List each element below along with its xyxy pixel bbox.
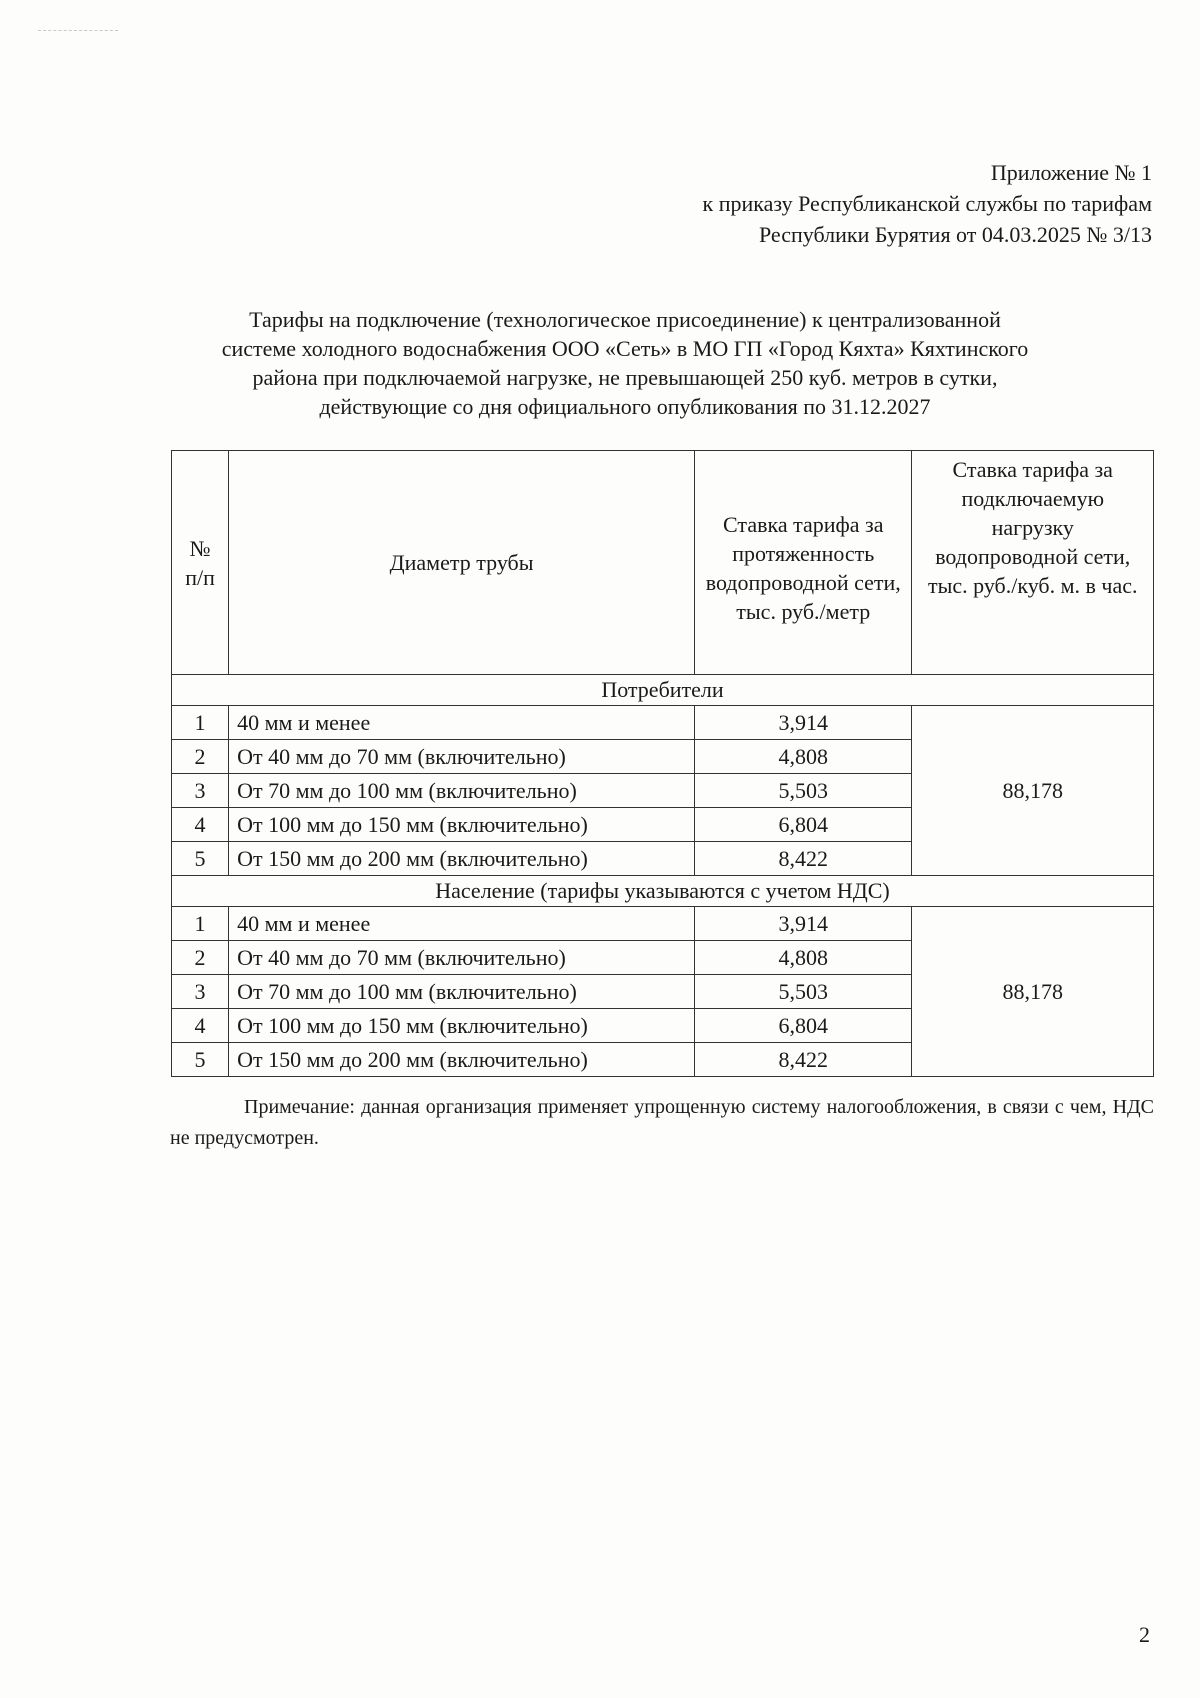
row-diameter: От 150 мм до 200 мм (включительно) bbox=[229, 1043, 695, 1077]
row-diameter: От 150 мм до 200 мм (включительно) bbox=[229, 842, 695, 876]
scan-artifact bbox=[38, 30, 118, 35]
row-diameter: От 100 мм до 150 мм (включительно) bbox=[229, 808, 695, 842]
row-diameter: От 100 мм до 150 мм (включительно) bbox=[229, 1009, 695, 1043]
row-rate-length: 5,503 bbox=[695, 774, 912, 808]
row-diameter: 40 мм и менее bbox=[229, 907, 695, 941]
row-rate-length: 3,914 bbox=[695, 706, 912, 740]
title-line-2: системе холодного водоснабжения ООО «Сеть» в МО ГП «Город Кяхта» Кяхтинского bbox=[221, 336, 1029, 361]
row-num: 2 bbox=[172, 941, 229, 975]
table-row bbox=[172, 907, 1154, 941]
section-row bbox=[172, 675, 1154, 706]
row-num: 4 bbox=[172, 808, 229, 842]
row-diameter: От 40 мм до 70 мм (включительно) bbox=[229, 740, 695, 774]
section-title: Потребители bbox=[172, 675, 1154, 706]
appendix-header bbox=[703, 157, 1152, 250]
row-rate-length: 6,804 bbox=[695, 1009, 912, 1043]
row-num: 3 bbox=[172, 975, 229, 1009]
row-rate-length: 6,804 bbox=[695, 808, 912, 842]
document-title bbox=[170, 305, 1080, 421]
table-body bbox=[172, 675, 1154, 1077]
appendix-line-3: Республики Бурятия от 04.03.2025 № 3/13 bbox=[758, 222, 1152, 247]
appendix-line-2: к приказу Республиканской службы по тарифам bbox=[702, 191, 1152, 216]
row-diameter: От 70 мм до 100 мм (включительно) bbox=[229, 975, 695, 1009]
page-number: 2 bbox=[1139, 1622, 1150, 1647]
row-rate-length: 3,914 bbox=[695, 907, 912, 941]
row-rate-length: 8,422 bbox=[695, 842, 912, 876]
row-rate-length: 8,422 bbox=[695, 1043, 912, 1077]
header-diameter: Диаметр трубы bbox=[229, 451, 695, 675]
section-row bbox=[172, 876, 1154, 907]
header-num: № п/п bbox=[172, 451, 229, 675]
note-text: Примечание: данная организация применяет упрощенную систему налогообложения, в связи с чем, НДС не предусмотрен. bbox=[170, 1096, 1154, 1149]
tariff-table bbox=[171, 450, 1154, 1077]
row-rate-load: 88,178 bbox=[912, 706, 1154, 876]
row-num: 1 bbox=[172, 907, 229, 941]
row-rate-load: 88,178 bbox=[912, 907, 1154, 1077]
title-line-1: Тарифы на подключение (технологическое присоединение) к централизованной bbox=[249, 307, 1001, 332]
row-diameter: От 70 мм до 100 мм (включительно) bbox=[229, 774, 695, 808]
header-rate-length: Ставка тарифа за протяженность водопроводной сети, тыс. руб./метр bbox=[695, 451, 912, 675]
row-num: 5 bbox=[172, 842, 229, 876]
row-num: 3 bbox=[172, 774, 229, 808]
title-line-3: района при подключаемой нагрузке, не превышающей 250 куб. метров в сутки, bbox=[252, 365, 998, 390]
appendix-line-1: Приложение № 1 bbox=[990, 160, 1152, 185]
title-line-4: действующие со дня официального опубликования по 31.12.2027 bbox=[319, 394, 931, 419]
row-diameter: От 40 мм до 70 мм (включительно) bbox=[229, 941, 695, 975]
row-diameter: 40 мм и менее bbox=[229, 706, 695, 740]
row-num: 4 bbox=[172, 1009, 229, 1043]
section-title: Население (тарифы указываются с учетом НДС) bbox=[172, 876, 1154, 907]
row-rate-length: 4,808 bbox=[695, 740, 912, 774]
header-rate-load: Ставка тарифа за подключаемую нагрузку водопроводной сети, тыс. руб./куб. м. в час. bbox=[912, 451, 1154, 675]
row-rate-length: 4,808 bbox=[695, 941, 912, 975]
table-row bbox=[172, 706, 1154, 740]
row-num: 5 bbox=[172, 1043, 229, 1077]
row-num: 1 bbox=[172, 706, 229, 740]
row-rate-length: 5,503 bbox=[695, 975, 912, 1009]
row-num: 2 bbox=[172, 740, 229, 774]
table-header-row bbox=[172, 451, 1154, 675]
